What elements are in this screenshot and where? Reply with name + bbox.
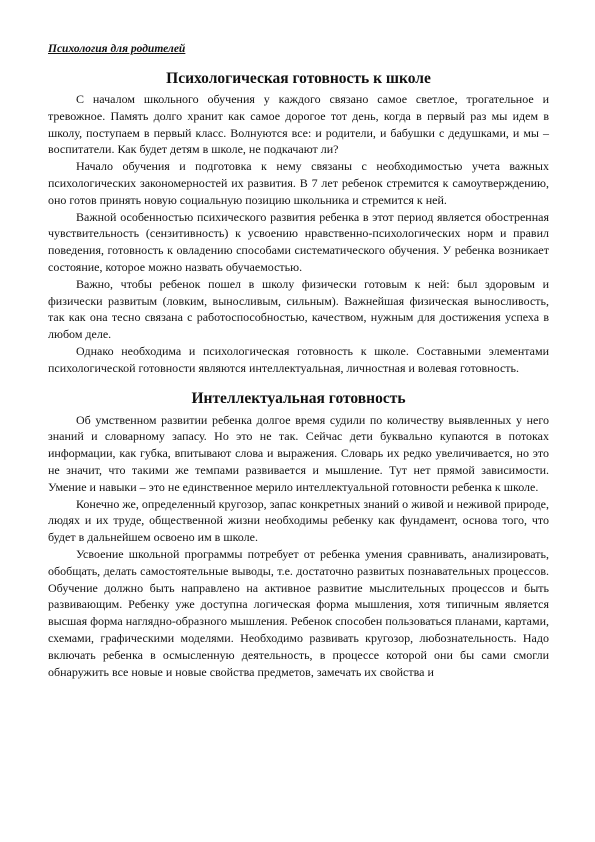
page-title: Психологическая готовность к школе <box>166 70 431 87</box>
section-paragraph: Усвоение школьной программы потребует от ребенка умения сравнивать, анализировать, обобщать, делать самостоятельные выводы, т.е. достаточно развитых познавательных процессов. Обучение должно быть направлено на активное развитие мыслительных процессов и быть развивающим. Ребенку уже доступна логическая форма мышления, хотя типичным является высшая форма наглядно-образного мышления. Ребенок способен пользоваться планами, картами, схемами, графическими моделями. Необходимо развивать кругозор, любознательность. Надо включать ребенка в осмысленную деятельность, в процессе которой они бы сами смогли обнаружить все новые и новые свойства предметов, замечать их свойства и <box>48 546 549 679</box>
section-paragraph: Конечно же, определенный кругозор, запас конкретных знаний о живой и неживой природе, людях и их труде, общественной жизни необходимы ребенку как фундамент, основа того, что будет в дальнейшем освоено им в школе. <box>48 496 549 545</box>
section-heading: Интеллектуальная готовность <box>191 389 406 407</box>
section-paragraph: Об умственном развитии ребенка долгое время судили по количеству выявленных у него знаний и словарному запасу. Но это не так. Сейчас дети буквально купаются в потоках информации, как губка, впитывают слова и выражения. Словарь их редко увеличивается, но это не значит, что такими же темпами развивается и мышление. Тут нет прямой зависимости. Умение и навыки – это не единственное мерило интеллектуальной готовности ребенка к школе. <box>48 412 549 494</box>
intro-paragraph: Однако необходима и психологическая готовность к школе. Составными элементами психологической готовности являются интеллектуальная, личностная и волевая готовность. <box>48 343 549 375</box>
intro-paragraph: Начало обучения и подготовка к нему связаны с необходимостью учета важных психологических закономерностей их развития. В 7 лет ребенок стремится к самоутверждению, оно готов принять новую социальную позицию школьника и стремится к ней. <box>48 159 549 207</box>
intro-paragraph: Важной особенностью психического развития ребенка в этот период является обостренная чувствительность (сензитивность) к усвоению нравственно-психологических норм и правил поведения, готовность к овладению способами систематического обучения. У ребенка возникает состояние, которое можно назвать обучаемостью. <box>48 209 549 274</box>
rubric-label: Психология для родителей <box>48 43 186 55</box>
intro-paragraph: Важно, чтобы ребенок пошел в школу физически готовым к ней: был здоровым и физически развитым (ловким, выносливым, сильным). Важнейшая физическая выносливость, так как она тесно связана с работоспособностью, качеством, нужным для достижения успеха в любом деле. <box>48 276 549 342</box>
intro-paragraph: С началом школьного обучения у каждого связано самое светлое, трогательное и тревожное. Память долго хранит как самое дорогое тот день, когда в первый раз мы идем в школу, поступаем в первый класс. Волнуются все: и родители, и бабушки с дедушками, и мы – воспитатели. Как будет детям в школе, не подкачают ли? <box>48 92 549 157</box>
